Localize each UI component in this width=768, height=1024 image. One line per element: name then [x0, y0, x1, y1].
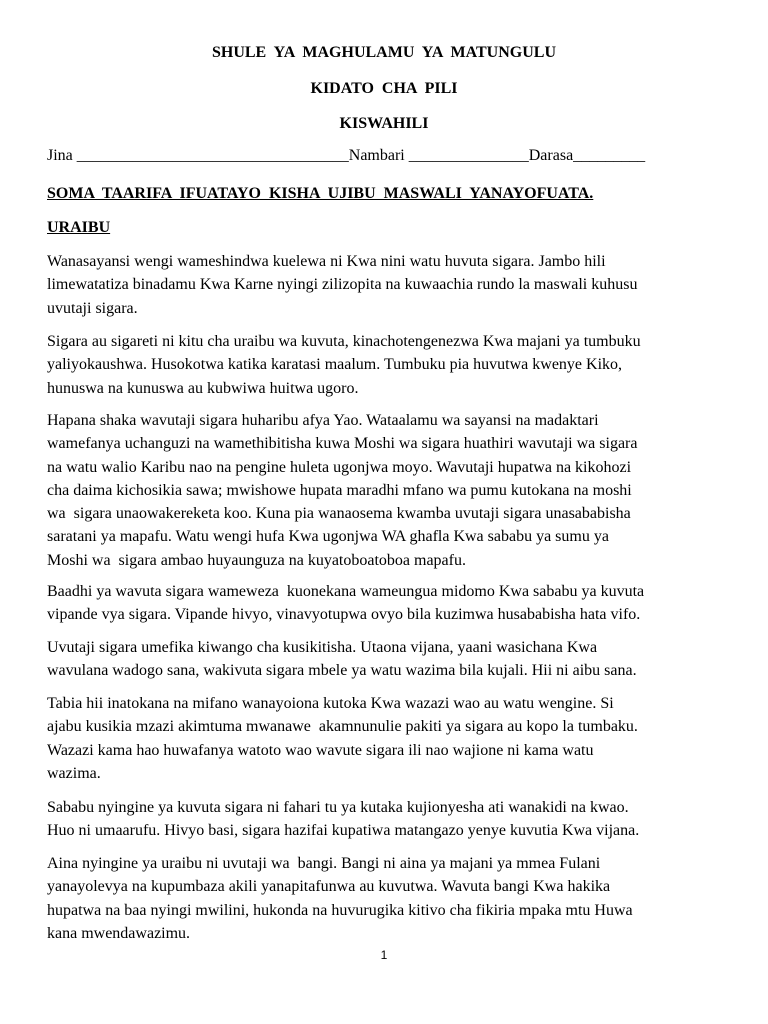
paragraph-line: uvutaji sigara. [47, 299, 138, 317]
paragraph-line: Huo ni umaarufu. Hivyo basi, sigara hazifai kupatiwa matangazo yenye kuvutia Kwa vijana. [47, 822, 640, 840]
school-name-heading: SHULE YA MAGHULAMU YA MATUNGULU [211, 44, 557, 61]
paragraph-line: Wazazi kama hao huwafanya watoto wao wavute sigara ili nao wajione ni kama watu [47, 741, 594, 759]
paragraph-line: na watu walio Karibu nao na pengine huleta ugonjwa moyo. Wavutaji hupatwa na kikohozi [47, 458, 632, 476]
paragraph [47, 580, 727, 627]
paragraph-line: cha daima kichosikia sawa; mwishowe hupata maradhi mfano wa pumu kutokana na moshi [47, 481, 632, 499]
paragraph-line: ajabu kusikia mzazi akimtuma mwanawe akamnunulie pakiti ya sigara au kopo la tumbaku. [47, 718, 638, 736]
paragraph-line: wa sigara unaowakereketa koo. Kuna pia wanaosema kwamba uvutaji sigara unasababisha [47, 505, 631, 523]
paragraph-line: Baadhi ya wavuta sigara wameweza kuonekana wameungua midomo Kwa sababu ya kuvuta [47, 583, 645, 600]
paragraph [47, 852, 727, 945]
subject-heading: KISWAHILI [339, 115, 429, 132]
reading-instruction: SOMA TAARIFA IFUATAYO KISHA UJIBU MASWALI YANAYOFUATA. [47, 185, 594, 202]
paragraph [47, 250, 727, 320]
paragraph-line: wavulana wadogo sana, wakivuta sigara mbele ya watu wazima bila kujali. Hii ni aibu sana. [47, 662, 637, 680]
paragraph-line: Hapana shaka wavutaji sigara huharibu afya Yao. Wataalamu wa sayansi na madaktari [47, 412, 599, 429]
student-details-line: Jina __________________________________Nambari _______________Darasa_________ [47, 147, 646, 164]
paragraph-line: limewatatiza binadamu Kwa Karne nyingi zilizopita na kuwaachia rundo la maswali kuhusu [47, 276, 638, 294]
paragraph-line: wamefanya uchanguzi na wamethibitisha kuwa Moshi wa sigara huathiri wavutaji wa sigara [47, 435, 638, 453]
paragraph-line: wazima. [47, 764, 101, 782]
paragraph-line: Uvutaji sigara umefika kiwango cha kusikitisha. Utaona vijana, yaani wasichana Kwa [47, 639, 598, 656]
paragraph-line: Sigara au sigareti ni kitu cha uraibu wa kuvuta, kinachotengenezwa Kwa majani ya tumbuku [47, 333, 641, 350]
paragraph-line: kana mwendawazimu. [47, 924, 191, 942]
paragraph [47, 330, 727, 400]
paragraph [47, 796, 727, 843]
paragraph-line: Aina nyingine ya uraibu ni uvutaji wa bangi. Bangi ni aina ya majani ya mmea Fulani [47, 855, 601, 872]
passage-title: URAIBU [47, 219, 111, 236]
paragraph [47, 692, 727, 785]
paragraph-line: yaliyokaushwa. Husokotwa katika karatasi maalum. Tumbuku pia huvutwa kwenye Kiko, [47, 356, 623, 374]
paragraph-line: hupatwa na baa nyingi mwilini, hukonda na huvurugika kitivo cha fikiria mpaka mtu Huwa [47, 901, 633, 919]
paragraph-line: Moshi wa sigara ambao huyaunguza na kuyatoboatoboa mapafu. [47, 551, 466, 569]
page-number: 1 [380, 948, 388, 962]
paragraph-line: hunuswa na kunuswa au kubwiwa huitwa ugoro. [47, 379, 359, 397]
paragraph-line: Wanasayansi wengi wameshindwa kuelewa ni Kwa nini watu huvuta sigara. Jambo hili [47, 253, 606, 270]
paragraph-line: saratani ya mapafu. Watu wengi hufa Kwa ugonjwa WA ghafla Kwa sababu ya sumu ya [47, 528, 609, 546]
paragraph-line: vipande vya sigara. Vipande hivyo, vinavyotupwa ovyo bila kuzimwa husababisha hata vifo. [47, 606, 641, 624]
paragraph [47, 636, 727, 683]
paragraph-line: Tabia hii inatokana na mifano wanayoiona kutoka Kwa wazazi wao au watu wengine. Si [47, 695, 614, 712]
paragraph-line: Sababu nyingine ya kuvuta sigara ni fahari tu ya kutaka kujionyesha ati wanakidi na kwao. [47, 799, 629, 816]
paragraph-line: yanayolevya na kupumbaza akili yanapitafunwa au kuvutwa. Wavuta bangi Kwa hakika [47, 878, 611, 896]
form-level-heading: KIDATO CHA PILI [310, 80, 458, 97]
paragraph [47, 409, 727, 572]
